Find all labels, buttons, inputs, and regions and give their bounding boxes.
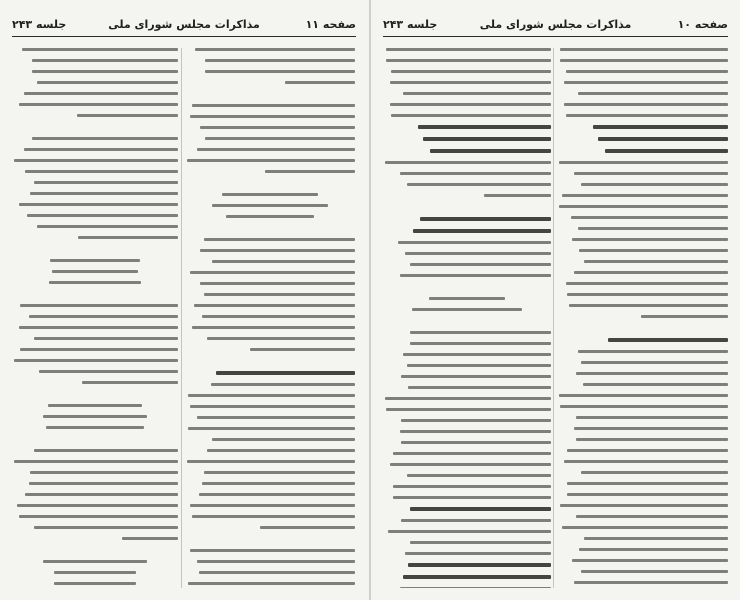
- text-line: [566, 282, 728, 285]
- text-line: [405, 552, 551, 555]
- column-divider: [553, 48, 554, 588]
- text-line: [564, 460, 728, 463]
- text-line: [562, 526, 728, 529]
- text-line: [430, 149, 551, 153]
- text-line: [37, 225, 178, 228]
- text-line: [222, 193, 319, 196]
- text-line: [390, 463, 551, 466]
- text-line: [401, 441, 551, 444]
- text-line: [190, 405, 355, 408]
- paragraph-gap: [185, 92, 355, 104]
- text-line: [400, 587, 551, 588]
- text-line: [393, 452, 551, 455]
- text-line: [567, 493, 728, 496]
- text-line: [579, 548, 728, 551]
- text-line: [32, 59, 178, 62]
- text-line: [34, 181, 178, 184]
- text-line: [571, 216, 728, 219]
- text-line: [576, 515, 728, 518]
- page-number: صفحه ۱۱: [305, 18, 356, 31]
- text-line: [205, 59, 355, 62]
- text-line: [54, 571, 135, 574]
- text-line: [200, 126, 355, 129]
- column-divider: [181, 48, 182, 588]
- text-line: [564, 103, 728, 106]
- text-line: [32, 70, 178, 73]
- text-line: [593, 125, 728, 129]
- text-line: [574, 271, 728, 274]
- text-line: [385, 161, 551, 164]
- text-line: [197, 148, 355, 151]
- text-line: [250, 348, 355, 351]
- text-line: [393, 485, 551, 488]
- text-column-right: [557, 48, 728, 588]
- text-line: [569, 304, 728, 307]
- text-line: [400, 274, 551, 277]
- text-line: [386, 408, 551, 411]
- text-line: [14, 359, 178, 362]
- text-line: [407, 474, 551, 477]
- text-column-left: [383, 48, 551, 588]
- text-line: [204, 293, 355, 296]
- text-line: [192, 104, 355, 107]
- text-line: [400, 430, 551, 433]
- paragraph-gap: [383, 285, 551, 297]
- text-line: [205, 137, 355, 140]
- text-line: [407, 364, 551, 367]
- text-line: [192, 515, 355, 518]
- text-line: [390, 103, 551, 106]
- header-rule: [383, 36, 728, 37]
- text-line: [385, 397, 551, 400]
- text-line: [574, 427, 728, 430]
- text-line: [27, 214, 178, 217]
- text-line: [200, 249, 355, 252]
- text-line: [226, 215, 314, 218]
- text-line: [581, 183, 728, 186]
- text-line: [567, 449, 728, 452]
- paragraph-gap: [557, 326, 728, 338]
- text-line: [559, 394, 728, 397]
- text-line: [405, 252, 551, 255]
- text-line: [410, 507, 551, 511]
- text-line: [199, 493, 355, 496]
- text-line: [566, 114, 728, 117]
- text-line: [560, 504, 728, 507]
- text-line: [54, 582, 135, 585]
- text-line: [19, 515, 178, 518]
- paragraph-gap: [12, 247, 178, 259]
- text-line: [188, 394, 355, 397]
- text-line: [398, 241, 551, 244]
- text-line: [408, 563, 551, 567]
- text-line: [199, 571, 355, 574]
- text-line: [567, 482, 728, 485]
- text-line: [608, 338, 728, 342]
- text-line: [423, 137, 551, 141]
- text-line: [407, 183, 551, 186]
- text-line: [410, 331, 551, 334]
- text-line: [484, 194, 551, 197]
- text-line: [578, 227, 728, 230]
- text-line: [581, 361, 728, 364]
- text-line: [567, 293, 728, 296]
- text-line: [122, 537, 178, 540]
- text-line: [204, 238, 355, 241]
- text-line: [25, 493, 178, 496]
- text-line: [19, 326, 178, 329]
- text-line: [386, 59, 551, 62]
- paragraph-gap: [185, 226, 355, 238]
- text-line: [390, 81, 551, 84]
- text-line: [24, 148, 178, 151]
- header-rule: [12, 36, 356, 37]
- text-line: [207, 449, 355, 452]
- text-line: [200, 282, 355, 285]
- text-line: [410, 541, 551, 544]
- text-line: [190, 115, 355, 118]
- text-line: [574, 172, 728, 175]
- text-line: [48, 404, 143, 407]
- text-line: [559, 205, 728, 208]
- text-line: [574, 581, 728, 584]
- text-line: [581, 471, 728, 474]
- text-line: [576, 438, 728, 441]
- text-line: [29, 482, 178, 485]
- text-line: [207, 337, 355, 340]
- text-line: [187, 159, 355, 162]
- text-column-right: [185, 48, 355, 588]
- text-line: [564, 81, 728, 84]
- text-line: [584, 537, 728, 540]
- text-line: [192, 326, 355, 329]
- paragraph-gap: [185, 181, 355, 193]
- text-line: [403, 353, 551, 356]
- text-line: [641, 315, 728, 318]
- text-line: [77, 114, 178, 117]
- text-line: [401, 375, 551, 378]
- text-line: [188, 427, 355, 430]
- text-line: [576, 372, 728, 375]
- text-line: [260, 526, 355, 529]
- text-line: [190, 549, 355, 552]
- text-line: [39, 370, 178, 373]
- text-line: [205, 70, 355, 73]
- text-line: [598, 137, 728, 141]
- text-line: [29, 315, 178, 318]
- text-line: [202, 482, 355, 485]
- text-line: [560, 405, 728, 408]
- text-line: [43, 560, 148, 563]
- page-title: مذاکرات مجلس شورای ملی: [479, 18, 632, 31]
- text-line: [412, 308, 521, 311]
- text-line: [17, 504, 178, 507]
- text-line: [34, 337, 178, 340]
- text-line: [562, 194, 728, 197]
- text-line: [578, 92, 728, 95]
- text-line: [386, 48, 551, 51]
- text-line: [32, 137, 178, 140]
- text-line: [14, 460, 178, 463]
- text-line: [583, 383, 728, 386]
- text-line: [202, 315, 355, 318]
- text-line: [43, 415, 148, 418]
- text-line: [30, 192, 178, 195]
- text-line: [187, 460, 355, 463]
- text-line: [195, 48, 355, 51]
- text-line: [14, 159, 178, 162]
- page-header: [383, 18, 728, 36]
- paragraph-gap: [383, 319, 551, 331]
- paragraph-gap: [12, 292, 178, 304]
- text-line: [204, 471, 355, 474]
- text-line: [82, 381, 178, 384]
- text-line: [578, 350, 728, 353]
- text-line: [560, 48, 728, 51]
- text-line: [581, 570, 728, 573]
- text-line: [212, 204, 328, 207]
- text-line: [560, 59, 728, 62]
- text-line: [50, 259, 140, 262]
- text-line: [403, 575, 551, 579]
- paragraph-gap: [12, 437, 178, 449]
- text-line: [194, 304, 356, 307]
- page-title: مذاکرات مجلس شورای ملی: [108, 18, 260, 31]
- text-line: [197, 416, 355, 419]
- text-line: [20, 304, 178, 307]
- text-line: [420, 217, 551, 221]
- paragraph-gap: [185, 537, 355, 549]
- text-line: [46, 426, 144, 429]
- text-line: [78, 236, 178, 239]
- paragraph-gap: [12, 392, 178, 404]
- text-line: [400, 172, 551, 175]
- text-line: [52, 270, 138, 273]
- text-line: [566, 70, 728, 73]
- text-line: [25, 170, 178, 173]
- text-line: [24, 92, 178, 95]
- text-line: [285, 81, 355, 84]
- text-line: [572, 238, 728, 241]
- text-line: [19, 103, 178, 106]
- text-line: [401, 519, 551, 522]
- paragraph-gap: [185, 359, 355, 371]
- text-line: [391, 70, 551, 73]
- text-column-left: [12, 48, 178, 588]
- text-line: [584, 260, 728, 263]
- text-line: [403, 92, 551, 95]
- text-line: [22, 48, 178, 51]
- text-line: [49, 281, 140, 284]
- session-label: جلسه ۲۴۳: [12, 18, 67, 31]
- text-line: [197, 560, 355, 563]
- text-line: [559, 161, 728, 164]
- text-line: [393, 496, 551, 499]
- text-line: [211, 383, 356, 386]
- text-line: [34, 526, 178, 529]
- text-line: [410, 342, 551, 345]
- text-line: [572, 559, 728, 562]
- text-line: [30, 471, 178, 474]
- text-line: [408, 386, 551, 389]
- text-line: [413, 229, 551, 233]
- text-line: [418, 125, 551, 129]
- text-line: [401, 419, 551, 422]
- text-line: [265, 170, 355, 173]
- left-page: [0, 0, 368, 600]
- text-line: [605, 149, 728, 153]
- page-number: صفحه ۱۰: [677, 18, 728, 31]
- text-line: [190, 271, 355, 274]
- text-line: [391, 114, 551, 117]
- text-line: [216, 371, 355, 375]
- session-label: جلسه ۲۴۳: [383, 18, 438, 31]
- text-line: [579, 249, 728, 252]
- text-line: [410, 263, 551, 266]
- paragraph-gap: [12, 548, 178, 560]
- text-line: [212, 438, 355, 441]
- text-line: [20, 348, 178, 351]
- text-line: [190, 504, 355, 507]
- text-line: [429, 297, 505, 300]
- paragraph-gap: [12, 125, 178, 137]
- page-header: [12, 18, 356, 36]
- text-line: [388, 530, 551, 533]
- text-line: [188, 582, 355, 585]
- right-page: [371, 0, 740, 600]
- text-line: [19, 203, 178, 206]
- text-line: [37, 81, 178, 84]
- text-line: [34, 449, 178, 452]
- text-line: [576, 416, 728, 419]
- paragraph-gap: [383, 205, 551, 217]
- text-line: [212, 260, 355, 263]
